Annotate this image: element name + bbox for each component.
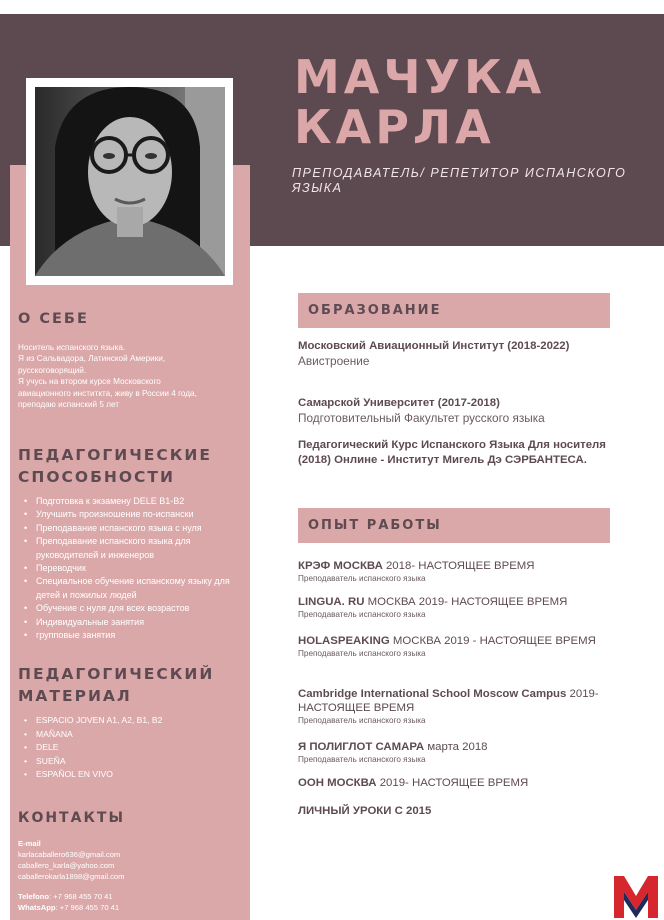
- work-period: МОСКВА 2019 - НАСТОЯЩЕЕ ВРЕМЯ: [389, 635, 596, 647]
- material-item: • DELE: [22, 741, 242, 755]
- name-line-1: МАЧУКА: [294, 50, 546, 104]
- portrait-image: [35, 87, 225, 276]
- work-company: Я ПОЛИГЛОТ САМАРА: [298, 741, 425, 753]
- phone-row: [18, 891, 248, 902]
- m-logo-icon: [611, 870, 661, 920]
- job-title: ПРЕПОДАВАТЕЛЬ/ РЕПЕТИТОР ИСПАНСКОГО ЯЗЫКА: [292, 166, 627, 195]
- email-label: E-mail: [18, 839, 41, 848]
- work-role: Преподаватель испанского языка: [298, 716, 426, 725]
- material-item: • ESPAÑOL EN VIVO: [22, 768, 242, 782]
- about-heading: О СЕБЕ: [18, 311, 89, 327]
- work-company: HOLASPEAKING: [298, 635, 390, 647]
- name-line-2: КАРЛА: [294, 100, 495, 154]
- skill-item: • групповые занятия: [22, 629, 248, 642]
- about-line: Я учусь на втором курсе Московского: [18, 377, 161, 387]
- skills-list: [22, 495, 248, 642]
- skill-item: • Подготовка к экзамену DELE B1-B2: [22, 495, 248, 508]
- work-role: Преподаватель испанского языка: [298, 755, 426, 764]
- about-line: преподаю испанский 5 лет: [18, 400, 120, 410]
- about-line: Носитель испанского языка.: [18, 343, 126, 352]
- material-item: • ESPACIO JOVEN A1, A2, B1, B2: [22, 714, 242, 728]
- work-item: [298, 634, 608, 659]
- education-institution: Педагогический Курс Испанского Языка Для носителя (2018) Онлине - Институт Мигель Дэ СЭРБАНТЕСА.: [298, 439, 606, 466]
- materials-list: [22, 714, 242, 782]
- skill-item: • Преподавание испанского языка с нуля: [22, 522, 248, 535]
- education-field: Подготовительный Факультет русского языка: [298, 410, 545, 425]
- materials-heading-line-2: МАТЕРИАЛ: [18, 687, 132, 705]
- about-line: Я из Сальвадора, Латинской Америки,: [18, 354, 166, 364]
- whatsapp-row: [18, 902, 248, 913]
- skill-item: • Преподавание испанского языка для руководителей и инженеров: [22, 535, 248, 562]
- work-item: [298, 740, 608, 765]
- work-period: 2019- НАСТОЯЩЕЕ ВРЕМЯ: [376, 777, 529, 789]
- work-period: 2018- НАСТОЯЩЕЕ ВРЕМЯ: [382, 560, 535, 572]
- phone-label: Telefono: [18, 892, 50, 901]
- skill-item: • Обучение с нуля для всех возрастов: [22, 602, 248, 615]
- contacts-block: [18, 838, 248, 913]
- education-institution: Самарской Университет (2017-2018): [298, 397, 500, 409]
- skill-item: • Переводчик: [22, 562, 248, 575]
- material-item: • SUEÑA: [22, 755, 242, 769]
- work-item: [298, 595, 608, 620]
- about-text: [18, 342, 248, 410]
- education-item: [298, 339, 608, 369]
- email-link[interactable]: karlacaballero636@gmail.com: [18, 850, 121, 859]
- material-item: • MAÑANA: [22, 728, 242, 742]
- profile-photo: [35, 87, 225, 276]
- work-company: КРЭФ МОСКВА: [298, 560, 383, 572]
- work-company: ООН МОСКВА: [298, 777, 377, 789]
- person-name: [294, 52, 545, 152]
- work-company: Cambridge International School Moscow Campus: [298, 688, 567, 700]
- email-link[interactable]: caballerokarla1898@gmail.com: [18, 872, 125, 881]
- work-role: Преподаватель испанского языка: [298, 574, 426, 583]
- skills-heading-line-1: ПЕДАГОГИЧЕСКИЕ: [18, 446, 212, 464]
- work-item: [298, 559, 608, 584]
- phone-number[interactable]: : +7 968 455 70 41: [49, 892, 113, 901]
- work-item: [298, 776, 608, 790]
- materials-heading: [18, 663, 214, 707]
- work-period: марта 2018: [424, 741, 488, 753]
- work-item: [298, 687, 608, 726]
- skill-item: • Индивидуальные занятия: [22, 616, 248, 629]
- education-heading: ОБРАЗОВАНИЕ: [298, 293, 610, 328]
- work-period: 2019- НАСТОЯЩЕЕ ВРЕМЯ: [298, 688, 599, 714]
- skills-heading: [18, 444, 212, 488]
- work-role: Преподаватель испанского языка: [298, 649, 426, 658]
- work-role: Преподаватель испанского языка: [298, 610, 426, 619]
- work-company: LINGUA. RU: [298, 596, 365, 608]
- skill-item: • Улучшить произношение по-испански: [22, 508, 248, 521]
- education-field: Авистроение: [298, 353, 370, 368]
- skills-heading-line-2: СПОСОБНОСТИ: [18, 468, 175, 486]
- email-link[interactable]: caballero_karla@yahoo.com: [18, 861, 115, 870]
- whatsapp-label: WhatsApp: [18, 903, 56, 912]
- work-heading: ОПЫТ РАБОТЫ: [298, 508, 610, 543]
- materials-heading-line-1: ПЕДАГОГИЧЕСКИЙ: [18, 665, 215, 683]
- work-item: [298, 804, 608, 818]
- contacts-heading: КОНТАКТЫ: [18, 810, 125, 826]
- whatsapp-number[interactable]: : +7 968 455 70 41: [55, 903, 120, 912]
- about-line: русскоговорящий.: [18, 365, 87, 375]
- skill-item: • Специальное обучение испанскому языку для детей и пожилых людей: [22, 575, 248, 602]
- work-company: ЛИЧНЫЙ УРОКИ С 2015: [298, 805, 432, 817]
- education-item: [298, 396, 608, 426]
- about-line: авиационного инститкта, живу в России 4 года,: [18, 388, 197, 398]
- education-institution: Московский Авиационный Институт (2018-2022): [298, 340, 570, 352]
- education-item: [298, 438, 608, 467]
- work-period: МОСКВА 2019- НАСТОЯЩЕЕ ВРЕМЯ: [364, 596, 568, 608]
